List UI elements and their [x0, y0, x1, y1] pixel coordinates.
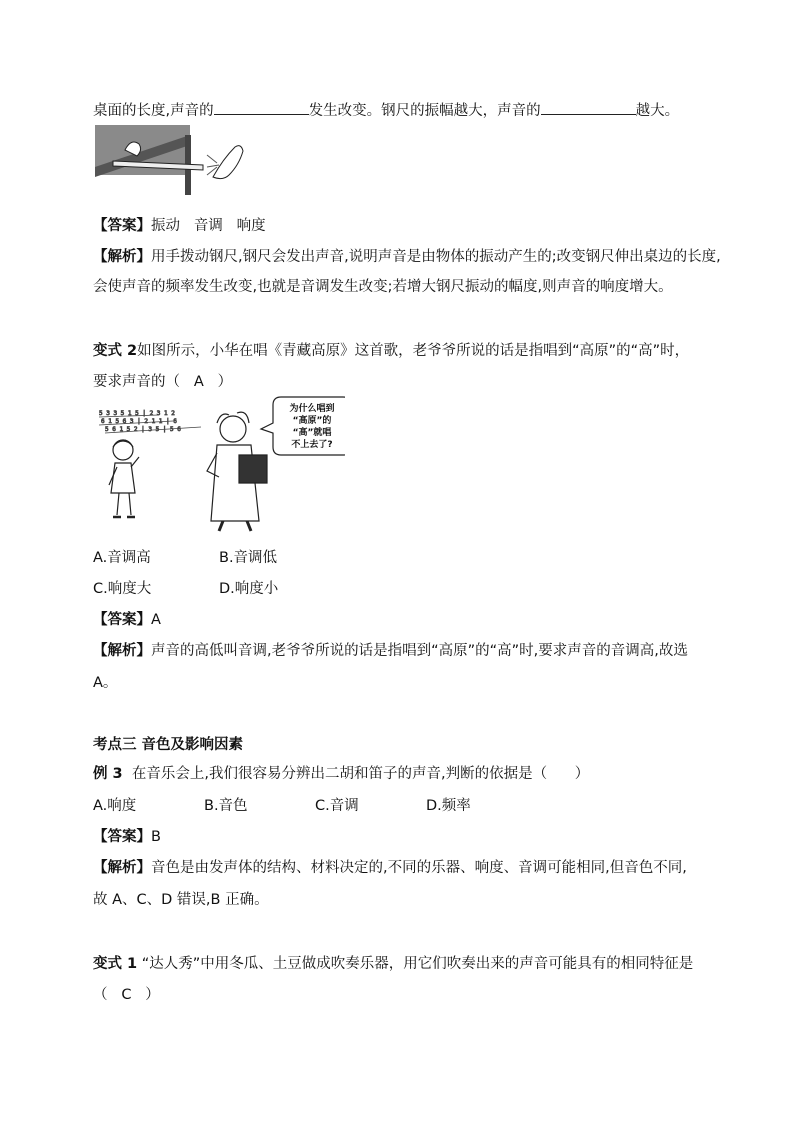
stem-text: 如图所示，小华在唱《青藏高原》这首歌，老爷爷所说的话是指唱到“高原”的“高”时，	[137, 343, 690, 359]
question-stem	[93, 372, 232, 392]
question-stem	[93, 954, 693, 974]
option-a: A.音调高	[93, 550, 151, 566]
analysis-tag: 【解析】	[93, 249, 151, 265]
answer-tag: 【答案】	[93, 829, 151, 845]
svg-text:6 1 5 6 3 | 2 1 1 | 6: 6 1 5 6 3 | 2 1 1 | 6	[101, 418, 177, 425]
fill-blank-line	[93, 100, 679, 121]
question-label: 变式 2	[93, 343, 138, 359]
analysis-text: 故 A、C、D 错误,B 正确。	[93, 892, 269, 908]
option-c: C.响度大	[93, 581, 152, 597]
analysis-tag: 【解析】	[93, 643, 151, 659]
question-stem	[93, 764, 589, 784]
options-row	[93, 796, 471, 816]
bubble-text: “高”就唱	[292, 428, 332, 438]
bubble-text: 为什么唱到	[289, 404, 335, 414]
answer-text: B	[151, 829, 161, 845]
option-c: C.音调	[315, 798, 359, 814]
answer-blank	[541, 100, 636, 115]
answer-text: A	[151, 612, 161, 628]
svg-text:5 3 3 5 1 5 | 2 3 1 2: 5 3 3 5 1 5 | 2 3 1 2	[99, 410, 175, 417]
option-b: B.音色	[204, 798, 248, 814]
stem-text: 在音乐会上,我们很容易分辨出二胡和笛子的声音,判断的依据是（ ）	[122, 766, 590, 782]
music-notation	[99, 410, 201, 433]
stem-text: “达人秀”中用冬瓜、土豆做成吹奏乐器，用它们吹奏出来的声音可能具有的相同特征是	[137, 956, 694, 972]
answer-tag: 【答案】	[93, 612, 151, 628]
text-segment: 越大。	[635, 103, 680, 119]
answer-blank	[214, 100, 309, 115]
option-a: A.响度	[93, 798, 137, 814]
analysis-line	[93, 858, 687, 878]
question-label: 例 3	[93, 766, 123, 782]
right-hand	[213, 146, 243, 179]
analysis-line	[93, 890, 269, 910]
analysis-text: A。	[93, 675, 118, 691]
section-title: 考点三 音色及影响因素	[93, 737, 244, 753]
analysis-text: 会使声音的频率发生改变,也就是音调发生改变;若增大钢尺振动的幅度,则声音的响度增大。	[93, 279, 673, 295]
bubble-text: “高原”的	[292, 416, 332, 426]
option-d: D.响度小	[219, 581, 279, 597]
question-stem	[93, 985, 160, 1005]
options-row	[93, 548, 277, 568]
girl	[109, 440, 139, 517]
text-segment: 桌面的长度,声音的	[93, 103, 214, 119]
stem-text: 要求声音的（ A ）	[93, 374, 233, 390]
text-segment: 发生改变。钢尺的振幅越大，声音的	[308, 103, 541, 119]
analysis-tag: 【解析】	[93, 860, 151, 876]
analysis-text: 声音的高低叫音调,老爷爷所说的话是指唱到“高原”的“高”时,要求声音的音调高,故选	[151, 643, 688, 659]
analysis-text: 音色是由发声体的结构、材料决定的,不同的乐器、响度、音调可能相同,但音色不同,	[151, 860, 687, 876]
option-d: D.频率	[426, 798, 471, 814]
analysis-line	[93, 641, 688, 661]
stem-text: （ C ）	[93, 987, 160, 1003]
grandpa	[207, 412, 267, 531]
question-stem	[93, 341, 689, 361]
answer-line	[93, 216, 266, 236]
analysis-text: 用手拨动钢尺,钢尺会发出声音,说明声音是由物体的振动产生的;改变钢尺伸出桌边的长度,	[151, 249, 721, 265]
answer-tag: 【答案】	[93, 218, 151, 234]
answer-line	[93, 827, 161, 847]
analysis-line	[93, 277, 673, 297]
option-b: B.音调低	[219, 550, 278, 566]
svg-text:5 6 1 5 2 | 3 5 | 5 6: 5 6 1 5 2 | 3 5 | 5 6	[105, 426, 181, 433]
analysis-line	[93, 247, 721, 267]
answer-line	[93, 610, 161, 630]
answer-text: 振动 音调 响度	[151, 218, 266, 234]
bubble-text: 不上去了?	[291, 440, 333, 450]
ruler-on-table-figure	[95, 125, 245, 195]
singing-girl-grandpa-figure	[95, 395, 345, 535]
question-label: 变式 1	[93, 956, 138, 972]
options-row	[93, 579, 278, 599]
analysis-line	[93, 673, 117, 693]
